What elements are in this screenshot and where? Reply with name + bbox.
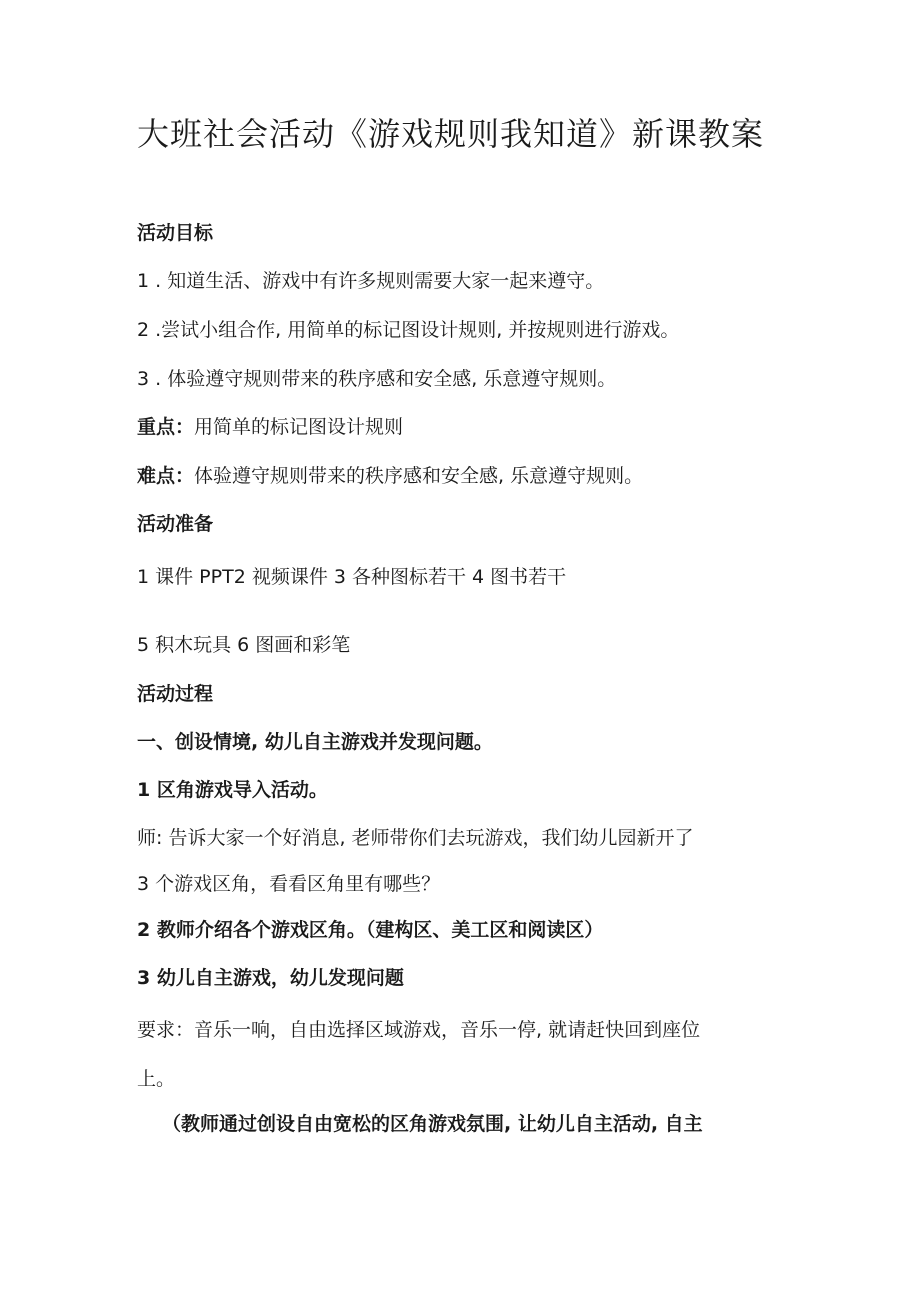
goals-heading: 活动目标 (137, 222, 214, 244)
step-2: 2 教师介绍各个游戏区角。（建构区、美工区和阅读区） (137, 919, 604, 941)
teacher-line-1: 师: 告诉大家一个好消息, 老师带你们去玩游戏，我们幼儿园新开了 (137, 827, 694, 849)
key-point-label: 重点： (137, 416, 195, 438)
goal-item-2: 2 .尝试小组合作, 用简单的标记图设计规则, 并按规则进行游戏。 (137, 319, 680, 341)
prep-heading: 活动准备 (137, 513, 214, 535)
key-point (137, 416, 403, 439)
note-line: （教师通过创设自由宽松的区角游戏氛围, 让幼儿自主活动, 自主 (162, 1113, 703, 1135)
section-1-heading: 一、创设情境, 幼儿自主游戏并发现问题。 (137, 731, 493, 753)
teacher-line-2: 3 个游戏区角，看看区角里有哪些？ (137, 873, 441, 895)
requirement-line-2: 上。 (137, 1068, 176, 1090)
requirement-line-1: 要求：音乐一响，自由选择区域游戏，音乐一停, 就请赶快回到座位 (137, 1019, 701, 1041)
key-point-text: 用简单的标记图设计规则 (194, 416, 404, 438)
goal-item-3: 3 . 体验遵守规则带来的秩序感和安全感, 乐意遵守规则。 (137, 368, 617, 390)
page-title: 大班社会活动《游戏规则我知道》新课教案 (137, 115, 765, 153)
difficulty-label: 难点： (137, 465, 195, 487)
prep-line-1: 1 课件 PPT2 视频课件 3 各种图标若干 4 图书若干 (137, 566, 567, 588)
difficulty-point (137, 465, 643, 488)
goal-item-1: 1 . 知道生活、游戏中有许多规则需要大家一起来遵守。 (137, 270, 605, 292)
difficulty-text: 体验遵守规则带来的秩序感和安全感, 乐意遵守规则。 (194, 465, 644, 487)
process-heading: 活动过程 (137, 683, 214, 705)
step-3: 3 幼儿自主游戏，幼儿发现问题 (137, 967, 404, 989)
step-1: 1 区角游戏导入活动。 (137, 779, 328, 801)
prep-line-2: 5 积木玩具 6 图画和彩笔 (137, 634, 351, 656)
